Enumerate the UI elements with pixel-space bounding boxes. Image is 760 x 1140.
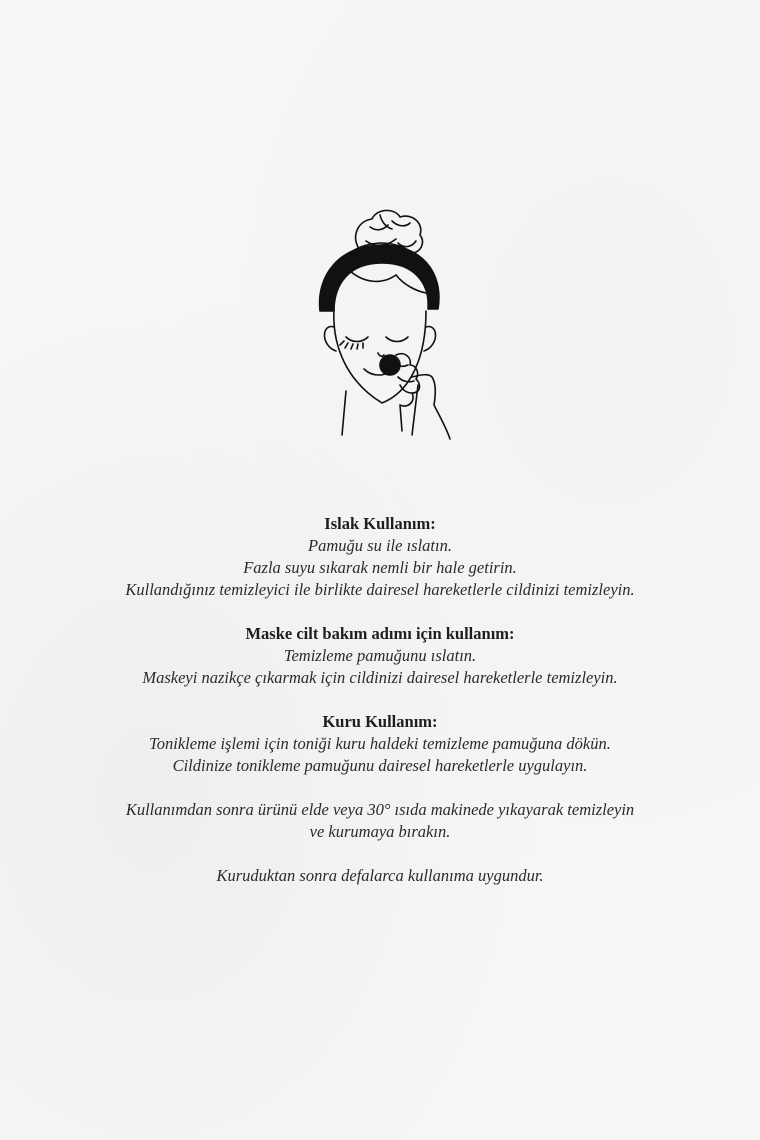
instruction-line: Kullanımdan sonra ürünü elde veya 30° ısıda makinede yıkayarak temizleyin (125, 800, 635, 819)
section-wet-use (40, 513, 720, 601)
instructions (40, 513, 720, 909)
instruction-line: Kullandığınız temizleyici ile birlikte dairesel hareketlerle cildinizi temizleyin. (125, 580, 635, 599)
instruction-line: Maskeyi nazikçe çıkarmak için cildinizi dairesel hareketlerle temizleyin. (142, 668, 618, 687)
instruction-line: Pamuğu su ile ıslatın. (308, 536, 452, 555)
section-title: Kuru Kullanım: (322, 712, 438, 731)
section-title: Islak Kullanım: (324, 514, 436, 533)
instruction-line: Temizleme pamuğunu ıslatın. (283, 646, 477, 665)
face-cleansing-icon (300, 205, 460, 450)
section-reuse-note (40, 865, 720, 887)
section-mask-use (40, 623, 720, 689)
section-dry-use (40, 711, 720, 777)
instruction-line: Tonikleme işlemi için toniği kuru haldeki temizleme pamuğuna dökün. (149, 734, 611, 753)
instruction-line: Cildinize tonikleme pamuğunu dairesel hareketlerle uygulayın. (172, 756, 588, 775)
instruction-line: ve kurumaya bırakın. (309, 822, 451, 841)
instruction-line: Fazla suyu sıkarak nemli bir hale getirin. (243, 558, 517, 577)
instruction-line: Kuruduktan sonra defalarca kullanıma uygundur. (216, 866, 544, 885)
section-title: Maske cilt bakım adımı için kullanım: (245, 624, 515, 643)
section-care-note (40, 799, 720, 843)
